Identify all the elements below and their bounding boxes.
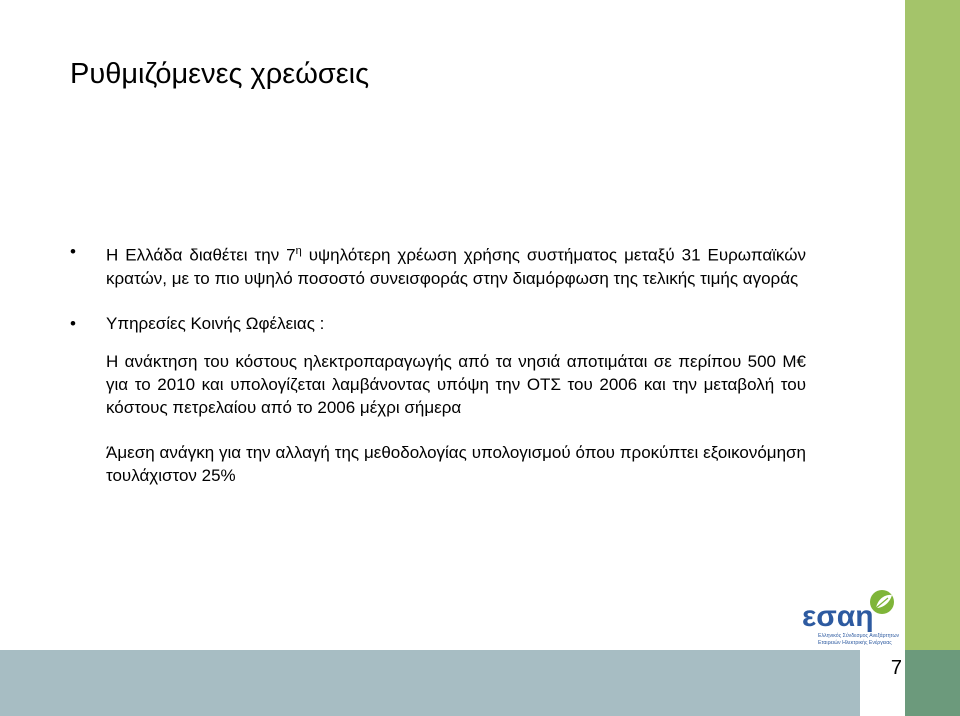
esan-logo	[800, 586, 904, 648]
page-title: Ρυθμιζόμενες χρεώσεις	[70, 58, 370, 90]
sub-paragraph	[70, 441, 806, 487]
logo-word: εσαη	[802, 600, 874, 633]
bullet-text: Υπηρεσίες Κοινής Ωφέλειας :	[106, 313, 325, 333]
bullet-item	[70, 240, 806, 290]
bullet-marker: •	[70, 242, 76, 261]
logo-tagline-1: Ελληνικός Σύνδεσμος Ανεξάρτητων	[818, 633, 900, 639]
footer-band	[0, 650, 905, 716]
slide-content	[70, 240, 806, 487]
corner-block	[905, 650, 960, 716]
bullet-item	[70, 312, 806, 335]
bullet-text: Η Ελλάδα διαθέτει την $7^\eta$ υψηλότερη χρέωση χρήσης συστήματος μεταξύ 31 Ευρωπαϊκών κρατών, με το πιο υψηλό ποσοστό συνεισφοράς στην διαμόρφωση της τελικής τιμής αγοράς	[106, 245, 806, 288]
sub-paragraph	[70, 350, 806, 419]
paragraph-text: Η ανάκτηση του κόστους ηλεκτροπαραγωγής από τα νησιά αποτιμάται σε περίπου 500 Μ€ για το 2010 και υπολογίζεται λαμβάνοντας υπόψη την ΟΤΣ του 2006 και την μεταβολή του κόστους πετρελαίου από το 2006 μέχρι σήμερα	[106, 351, 806, 417]
logo-tagline-2: Εταιρειών Ηλεκτρικής Ενέργειας	[818, 640, 892, 646]
paragraph-text: Άμεση ανάγκη για την αλλαγή της μεθοδολογίας υπολογισμού όπου προκύπτει εξοικονόμηση τουλάχιστον 25%	[106, 442, 806, 485]
bullet-marker: •	[70, 313, 76, 333]
logo-graphic	[800, 586, 904, 648]
leaf-icon	[870, 590, 894, 614]
page-number: 7	[890, 657, 902, 679]
right-accent-bar	[905, 0, 960, 716]
